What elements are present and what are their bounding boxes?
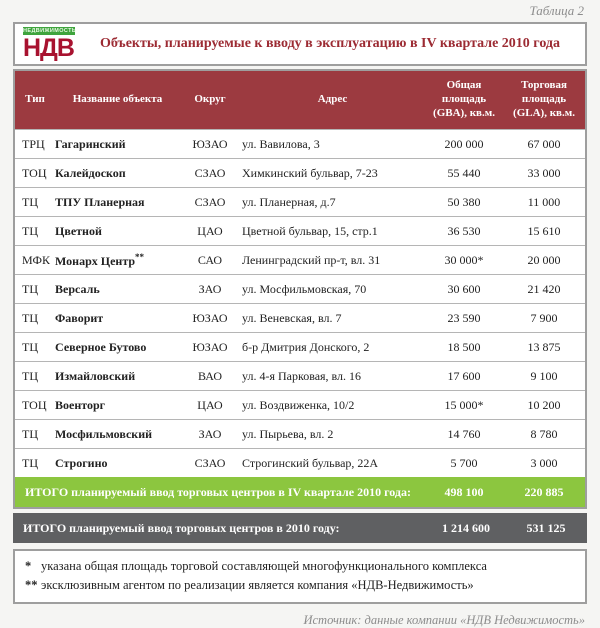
cell-gla: 33 000 <box>527 165 561 180</box>
cell-okrug: СЗАО <box>194 194 226 209</box>
cell-gba: 17 600 <box>447 368 481 383</box>
cell-gba: 50 380 <box>447 194 481 209</box>
col-header-gla: Торговая площадь (GLA), кв.м. <box>513 79 575 119</box>
cell-name <box>55 252 180 269</box>
footnote-line <box>25 557 575 576</box>
table-row <box>15 390 585 419</box>
table-row <box>15 274 585 303</box>
cell-address: ул. Мосфильмовская, 70 <box>242 281 367 296</box>
cell-gla: 11 000 <box>527 194 561 209</box>
logo-text: НДВ <box>23 33 74 62</box>
cell-gba: 200 000 <box>444 136 484 151</box>
cell-type: ТЦ <box>22 368 38 383</box>
cell-address: ул. Пырьева, вл. 2 <box>242 426 334 441</box>
cell-address: Строгинский бульвар, 22А <box>242 455 379 470</box>
cell-gba: 30 000* <box>444 252 484 267</box>
col-header-okrug: Округ <box>194 93 226 106</box>
cell-gba: 55 440 <box>447 165 481 180</box>
total-row-q4 <box>15 477 585 507</box>
cell-address: ул. Вавилова, 3 <box>242 136 320 151</box>
cell-okrug: СЗАО <box>194 455 226 470</box>
footnote-marker: ** <box>135 251 145 262</box>
col-header-name: Название объекта <box>72 93 163 106</box>
cell-name: ТПУ Планерная <box>55 194 145 209</box>
cell-address: Цветной бульвар, 15, стр.1 <box>242 223 378 238</box>
page-title: Объекты, планируемые к вводу в эксплуатацию в IV квартале 2010 года <box>100 36 560 51</box>
total-gba: 498 100 <box>444 484 484 499</box>
cell-name: Калейдоскоп <box>55 165 126 180</box>
cell-address: Ленинградский пр-т, вл. 31 <box>242 252 381 267</box>
cell-gba: 36 530 <box>447 223 481 238</box>
cell-okrug: ЮЗАО <box>192 310 228 325</box>
cell-gba: 18 500 <box>447 339 481 354</box>
col-header-type: Тип <box>25 93 45 106</box>
cell-type: МФК <box>22 252 50 267</box>
cell-gla: 9 100 <box>530 368 558 383</box>
cell-gba: 5 700 <box>450 455 478 470</box>
footnote-text: указана общая площадь торговой составляющей многофункционального комплекса <box>41 559 487 573</box>
table-row <box>15 419 585 448</box>
cell-type: ТЦ <box>22 223 38 238</box>
cell-gla: 3 000 <box>530 455 558 470</box>
cell-name: Измайловский <box>55 368 136 383</box>
footnote-text: эксклюзивным агентом по реализации является компания «НДВ-Недвижимость» <box>41 577 474 592</box>
cell-gla: 20 000 <box>527 252 561 267</box>
footnote-marker: * <box>25 559 32 573</box>
table-row <box>15 332 585 361</box>
col-header-address: Адрес <box>317 93 348 106</box>
cell-gla: 13 875 <box>527 339 561 354</box>
cell-address: ул. Воздвиженка, 10/2 <box>242 397 355 412</box>
cell-okrug: ЮЗАО <box>192 136 228 151</box>
cell-okrug: САО <box>197 252 223 267</box>
cell-name: Строгино <box>55 455 108 470</box>
cell-address: б-р Дмитрия Донского, 2 <box>242 339 370 354</box>
cell-name-text: Монарх Центр <box>55 253 136 268</box>
cell-okrug: СЗАО <box>194 165 226 180</box>
cell-type: ТРЦ <box>22 136 45 151</box>
objects-table <box>13 69 587 509</box>
cell-gba: 23 590 <box>447 310 481 325</box>
title-bar <box>13 22 587 66</box>
footnote-marker: ** <box>25 577 38 592</box>
cell-type: ТЦ <box>22 281 38 296</box>
cell-gla: 8 780 <box>530 426 558 441</box>
cell-gba: 15 000* <box>444 397 484 412</box>
cell-gla: 15 610 <box>527 223 561 238</box>
cell-okrug: ЦАО <box>197 397 223 412</box>
logo-tagline: НЕДВИЖИМОСТЬ <box>23 27 77 34</box>
cell-okrug: ЗАО <box>198 426 222 441</box>
cell-type: ТЦ <box>22 339 38 354</box>
report-content <box>13 22 587 628</box>
cell-gla: 67 000 <box>527 136 561 151</box>
cell-name: Версаль <box>55 281 100 296</box>
table-row <box>15 158 585 187</box>
total-gba: 1 214 600 <box>442 520 490 535</box>
cell-type: ТОЦ <box>22 397 47 412</box>
table-header-row <box>15 71 585 129</box>
cell-address: ул. Планерная, д.7 <box>242 194 336 209</box>
total-row-year <box>13 513 587 543</box>
col-header-gba: Общая площадь (GBA), кв.м. <box>433 79 495 119</box>
table-row <box>15 303 585 332</box>
cell-type: ТЦ <box>22 310 38 325</box>
table-caption: Таблица 2 <box>529 3 584 18</box>
cell-okrug: ЮЗАО <box>192 339 228 354</box>
cell-address: Химкинский бульвар, 7-23 <box>242 165 378 180</box>
cell-name: Гагаринский <box>55 136 126 151</box>
footnote-line <box>25 576 575 595</box>
cell-gla: 7 900 <box>530 310 558 325</box>
cell-gla: 21 420 <box>527 281 561 296</box>
cell-name: Цветной <box>55 223 102 238</box>
cell-okrug: ЦАО <box>197 223 223 238</box>
cell-okrug: ЗАО <box>198 281 222 296</box>
cell-type: ТОЦ <box>22 165 47 180</box>
cell-address: ул. 4-я Парковая, вл. 16 <box>242 368 362 383</box>
cell-name: Фаворит <box>55 310 104 325</box>
table-row <box>15 129 585 158</box>
ndv-logo <box>23 27 75 61</box>
table-row <box>15 361 585 390</box>
cell-name: Мосфильмовский <box>55 426 153 441</box>
cell-gba: 14 760 <box>447 426 481 441</box>
footnotes <box>13 549 587 604</box>
total-gla: 220 885 <box>524 484 564 499</box>
cell-type: ТЦ <box>22 194 38 209</box>
total-label: ИТОГО планируемый ввод торговых центров в 2010 году: <box>23 520 340 535</box>
total-gla: 531 125 <box>526 520 566 535</box>
cell-okrug: ВАО <box>198 368 222 383</box>
cell-gba: 30 600 <box>447 281 481 296</box>
table-row <box>15 245 585 274</box>
cell-type: ТЦ <box>22 426 38 441</box>
table-row <box>15 216 585 245</box>
total-label: ИТОГО планируемый ввод торговых центров в IV квартале 2010 года: <box>25 484 411 499</box>
cell-type: ТЦ <box>22 455 38 470</box>
cell-address: ул. Веневская, вл. 7 <box>242 310 342 325</box>
cell-name: Военторг <box>55 397 106 412</box>
cell-name: Северное Бутово <box>55 339 147 354</box>
table-row <box>15 187 585 216</box>
cell-gla: 10 200 <box>527 397 561 412</box>
source-line: Источник: данные компании «НДВ Недвижимость» <box>303 612 585 627</box>
table-row <box>15 448 585 477</box>
